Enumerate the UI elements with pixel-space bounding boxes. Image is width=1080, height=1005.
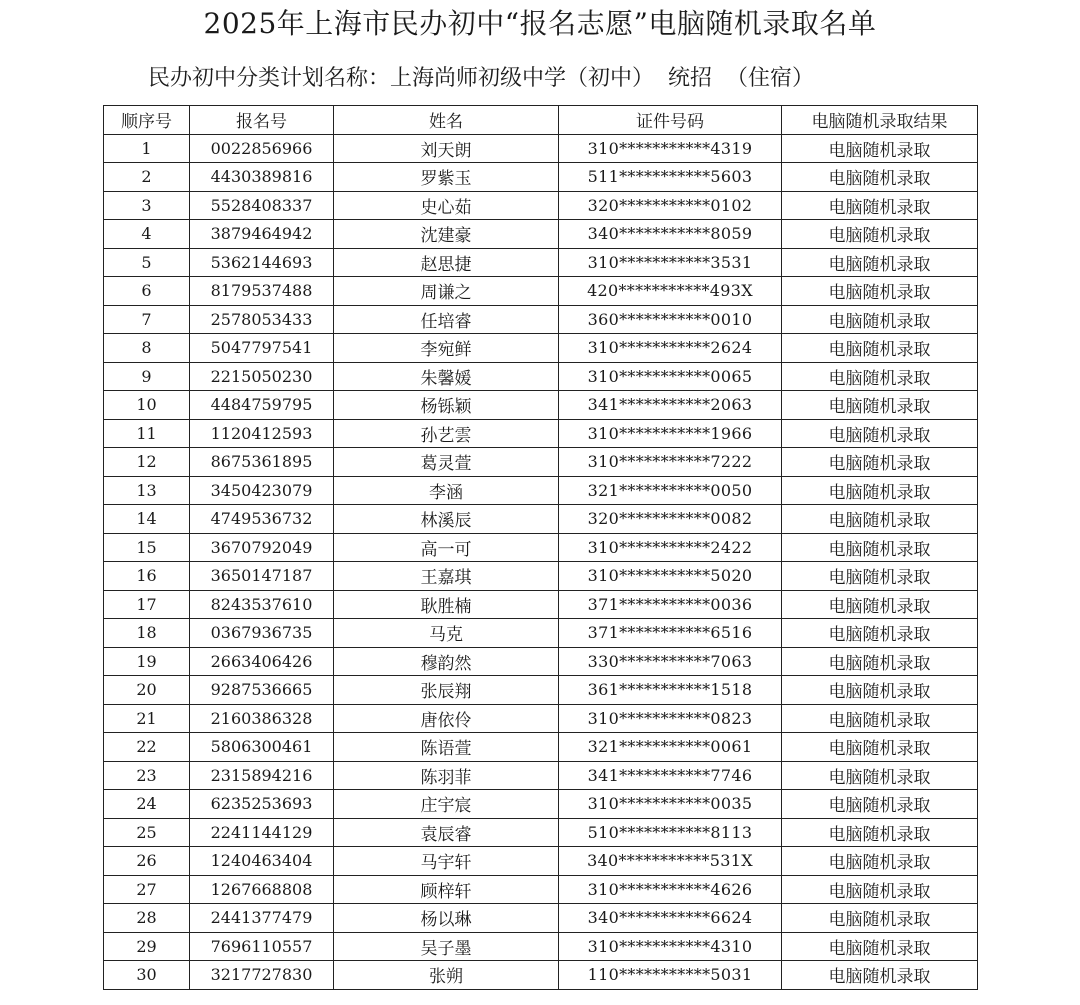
cell-id-number: 341***********2063 [559, 391, 782, 420]
cell-registration-number: 1120412593 [190, 419, 334, 448]
table-row [104, 248, 978, 277]
cell-sequence-number: 10 [104, 391, 190, 420]
header-id-number: 证件号码 [559, 106, 782, 135]
cell-registration-number: 8179537488 [190, 277, 334, 306]
cell-registration-number: 2215050230 [190, 362, 334, 391]
cell-id-number: 310***********7222 [559, 448, 782, 477]
cell-sequence-number: 26 [104, 847, 190, 876]
cell-sequence-number: 23 [104, 761, 190, 790]
cell-name: 孙艺雲 [334, 419, 559, 448]
cell-admission-result: 电脑随机录取 [782, 619, 978, 648]
cell-admission-result: 电脑随机录取 [782, 904, 978, 933]
cell-registration-number: 3217727830 [190, 961, 334, 990]
cell-id-number: 110***********5031 [559, 961, 782, 990]
cell-name: 罗紫玉 [334, 163, 559, 192]
cell-admission-result: 电脑随机录取 [782, 505, 978, 534]
cell-sequence-number: 7 [104, 305, 190, 334]
cell-admission-result: 电脑随机录取 [782, 818, 978, 847]
table-row [104, 334, 978, 363]
cell-admission-result: 电脑随机录取 [782, 790, 978, 819]
table-row [104, 163, 978, 192]
cell-id-number: 340***********531X [559, 847, 782, 876]
cell-registration-number: 3450423079 [190, 476, 334, 505]
cell-name: 穆韵然 [334, 647, 559, 676]
cell-admission-result: 电脑随机录取 [782, 761, 978, 790]
table-row [104, 362, 978, 391]
cell-id-number: 361***********1518 [559, 676, 782, 705]
cell-sequence-number: 16 [104, 562, 190, 591]
table-row [104, 191, 978, 220]
cell-id-number: 310***********3531 [559, 248, 782, 277]
cell-registration-number: 2160386328 [190, 704, 334, 733]
cell-registration-number: 1267668808 [190, 875, 334, 904]
table-row [104, 961, 978, 990]
cell-name: 李宛鲜 [334, 334, 559, 363]
table-row [104, 647, 978, 676]
cell-name: 顾梓轩 [334, 875, 559, 904]
table-row [104, 761, 978, 790]
header-registration-number: 报名号 [190, 106, 334, 135]
table-header-row [104, 106, 978, 135]
cell-id-number: 310***********2624 [559, 334, 782, 363]
cell-sequence-number: 9 [104, 362, 190, 391]
header-name: 姓名 [334, 106, 559, 135]
cell-registration-number: 6235253693 [190, 790, 334, 819]
cell-id-number: 340***********6624 [559, 904, 782, 933]
cell-id-number: 330***********7063 [559, 647, 782, 676]
cell-sequence-number: 28 [104, 904, 190, 933]
table-body [104, 134, 978, 989]
cell-admission-result: 电脑随机录取 [782, 277, 978, 306]
cell-registration-number: 3879464942 [190, 220, 334, 249]
cell-admission-result: 电脑随机录取 [782, 590, 978, 619]
cell-admission-result: 电脑随机录取 [782, 704, 978, 733]
table-row [104, 818, 978, 847]
cell-id-number: 320***********0082 [559, 505, 782, 534]
cell-sequence-number: 30 [104, 961, 190, 990]
cell-id-number: 320***********0102 [559, 191, 782, 220]
cell-admission-result: 电脑随机录取 [782, 220, 978, 249]
cell-name: 刘天朗 [334, 134, 559, 163]
cell-name: 林溪辰 [334, 505, 559, 534]
cell-sequence-number: 3 [104, 191, 190, 220]
cell-registration-number: 5047797541 [190, 334, 334, 363]
cell-id-number: 310***********0065 [559, 362, 782, 391]
cell-name: 葛灵萱 [334, 448, 559, 477]
cell-registration-number: 9287536665 [190, 676, 334, 705]
cell-registration-number: 8675361895 [190, 448, 334, 477]
cell-registration-number: 2441377479 [190, 904, 334, 933]
cell-admission-result: 电脑随机录取 [782, 391, 978, 420]
cell-name: 高一可 [334, 533, 559, 562]
cell-registration-number: 7696110557 [190, 932, 334, 961]
cell-name: 耿胜楠 [334, 590, 559, 619]
cell-registration-number: 2315894216 [190, 761, 334, 790]
cell-registration-number: 3670792049 [190, 533, 334, 562]
cell-admission-result: 电脑随机录取 [782, 647, 978, 676]
table-row [104, 704, 978, 733]
cell-id-number: 360***********0010 [559, 305, 782, 334]
cell-sequence-number: 21 [104, 704, 190, 733]
cell-admission-result: 电脑随机录取 [782, 305, 978, 334]
cell-registration-number: 2578053433 [190, 305, 334, 334]
table-row [104, 904, 978, 933]
cell-sequence-number: 4 [104, 220, 190, 249]
cell-id-number: 510***********8113 [559, 818, 782, 847]
cell-sequence-number: 8 [104, 334, 190, 363]
cell-name: 张辰翔 [334, 676, 559, 705]
cell-name: 庄宇宸 [334, 790, 559, 819]
cell-admission-result: 电脑随机录取 [782, 932, 978, 961]
cell-name: 陈语萱 [334, 733, 559, 762]
header-sequence-number: 顺序号 [104, 106, 190, 135]
cell-name: 周谦之 [334, 277, 559, 306]
cell-registration-number: 4430389816 [190, 163, 334, 192]
cell-admission-result: 电脑随机录取 [782, 733, 978, 762]
cell-sequence-number: 13 [104, 476, 190, 505]
document-title: 2025年上海市民办初中“报名志愿”电脑随机录取名单 [203, 7, 877, 40]
cell-registration-number: 1240463404 [190, 847, 334, 876]
admission-list-table [103, 105, 978, 990]
cell-admission-result: 电脑随机录取 [782, 847, 978, 876]
cell-name: 王嘉琪 [334, 562, 559, 591]
cell-id-number: 310***********0035 [559, 790, 782, 819]
cell-name: 袁辰睿 [334, 818, 559, 847]
table-row [104, 220, 978, 249]
table-row [104, 419, 978, 448]
cell-sequence-number: 24 [104, 790, 190, 819]
cell-admission-result: 电脑随机录取 [782, 961, 978, 990]
cell-name: 马克 [334, 619, 559, 648]
cell-registration-number: 5362144693 [190, 248, 334, 277]
cell-id-number: 420***********493X [559, 277, 782, 306]
cell-registration-number: 0022856966 [190, 134, 334, 163]
cell-sequence-number: 22 [104, 733, 190, 762]
cell-name: 马宇轩 [334, 847, 559, 876]
cell-sequence-number: 20 [104, 676, 190, 705]
table-row [104, 733, 978, 762]
table-row [104, 590, 978, 619]
cell-registration-number: 8243537610 [190, 590, 334, 619]
cell-sequence-number: 15 [104, 533, 190, 562]
table-row [104, 134, 978, 163]
cell-name: 杨铄颖 [334, 391, 559, 420]
cell-admission-result: 电脑随机录取 [782, 134, 978, 163]
cell-name: 沈建豪 [334, 220, 559, 249]
cell-name: 陈羽菲 [334, 761, 559, 790]
header-admission-result: 电脑随机录取结果 [782, 106, 978, 135]
cell-registration-number: 5528408337 [190, 191, 334, 220]
cell-sequence-number: 17 [104, 590, 190, 619]
table-row [104, 790, 978, 819]
table-row [104, 562, 978, 591]
cell-admission-result: 电脑随机录取 [782, 676, 978, 705]
cell-admission-result: 电脑随机录取 [782, 419, 978, 448]
cell-name: 任培睿 [334, 305, 559, 334]
cell-admission-result: 电脑随机录取 [782, 163, 978, 192]
table-row [104, 676, 978, 705]
cell-admission-result: 电脑随机录取 [782, 476, 978, 505]
table-row [104, 505, 978, 534]
cell-id-number: 341***********7746 [559, 761, 782, 790]
cell-registration-number: 3650147187 [190, 562, 334, 591]
table-row [104, 277, 978, 306]
cell-sequence-number: 11 [104, 419, 190, 448]
cell-id-number: 310***********4310 [559, 932, 782, 961]
cell-id-number: 340***********8059 [559, 220, 782, 249]
cell-registration-number: 5806300461 [190, 733, 334, 762]
cell-id-number: 511***********5603 [559, 163, 782, 192]
table-row [104, 847, 978, 876]
cell-admission-result: 电脑随机录取 [782, 533, 978, 562]
cell-sequence-number: 14 [104, 505, 190, 534]
cell-sequence-number: 19 [104, 647, 190, 676]
plan-name-subtitle: 民办初中分类计划名称：上海尚师初级中学（初中） 统招 （住宿） [148, 66, 814, 91]
table-row [104, 875, 978, 904]
cell-id-number: 321***********0050 [559, 476, 782, 505]
table-row [104, 932, 978, 961]
cell-registration-number: 2663406426 [190, 647, 334, 676]
cell-admission-result: 电脑随机录取 [782, 248, 978, 277]
cell-name: 李涵 [334, 476, 559, 505]
cell-name: 史心茹 [334, 191, 559, 220]
cell-name: 吴子墨 [334, 932, 559, 961]
cell-sequence-number: 1 [104, 134, 190, 163]
cell-registration-number: 0367936735 [190, 619, 334, 648]
cell-id-number: 310***********0823 [559, 704, 782, 733]
cell-registration-number: 4484759795 [190, 391, 334, 420]
cell-sequence-number: 6 [104, 277, 190, 306]
cell-name: 杨以琳 [334, 904, 559, 933]
table-row [104, 619, 978, 648]
cell-id-number: 310***********4319 [559, 134, 782, 163]
cell-sequence-number: 12 [104, 448, 190, 477]
cell-sequence-number: 18 [104, 619, 190, 648]
cell-sequence-number: 5 [104, 248, 190, 277]
cell-id-number: 310***********1966 [559, 419, 782, 448]
cell-registration-number: 4749536732 [190, 505, 334, 534]
cell-admission-result: 电脑随机录取 [782, 562, 978, 591]
table-row [104, 391, 978, 420]
cell-id-number: 321***********0061 [559, 733, 782, 762]
table-row [104, 448, 978, 477]
cell-name: 张朔 [334, 961, 559, 990]
cell-sequence-number: 27 [104, 875, 190, 904]
cell-sequence-number: 29 [104, 932, 190, 961]
cell-admission-result: 电脑随机录取 [782, 334, 978, 363]
cell-name: 朱馨媛 [334, 362, 559, 391]
cell-admission-result: 电脑随机录取 [782, 448, 978, 477]
cell-registration-number: 2241144129 [190, 818, 334, 847]
cell-admission-result: 电脑随机录取 [782, 362, 978, 391]
cell-id-number: 310***********4626 [559, 875, 782, 904]
cell-id-number: 371***********0036 [559, 590, 782, 619]
cell-admission-result: 电脑随机录取 [782, 875, 978, 904]
cell-id-number: 371***********6516 [559, 619, 782, 648]
cell-name: 赵思捷 [334, 248, 559, 277]
cell-sequence-number: 25 [104, 818, 190, 847]
cell-id-number: 310***********2422 [559, 533, 782, 562]
table-row [104, 305, 978, 334]
table-row [104, 533, 978, 562]
cell-name: 唐依伶 [334, 704, 559, 733]
table-row [104, 476, 978, 505]
cell-sequence-number: 2 [104, 163, 190, 192]
cell-id-number: 310***********5020 [559, 562, 782, 591]
cell-admission-result: 电脑随机录取 [782, 191, 978, 220]
